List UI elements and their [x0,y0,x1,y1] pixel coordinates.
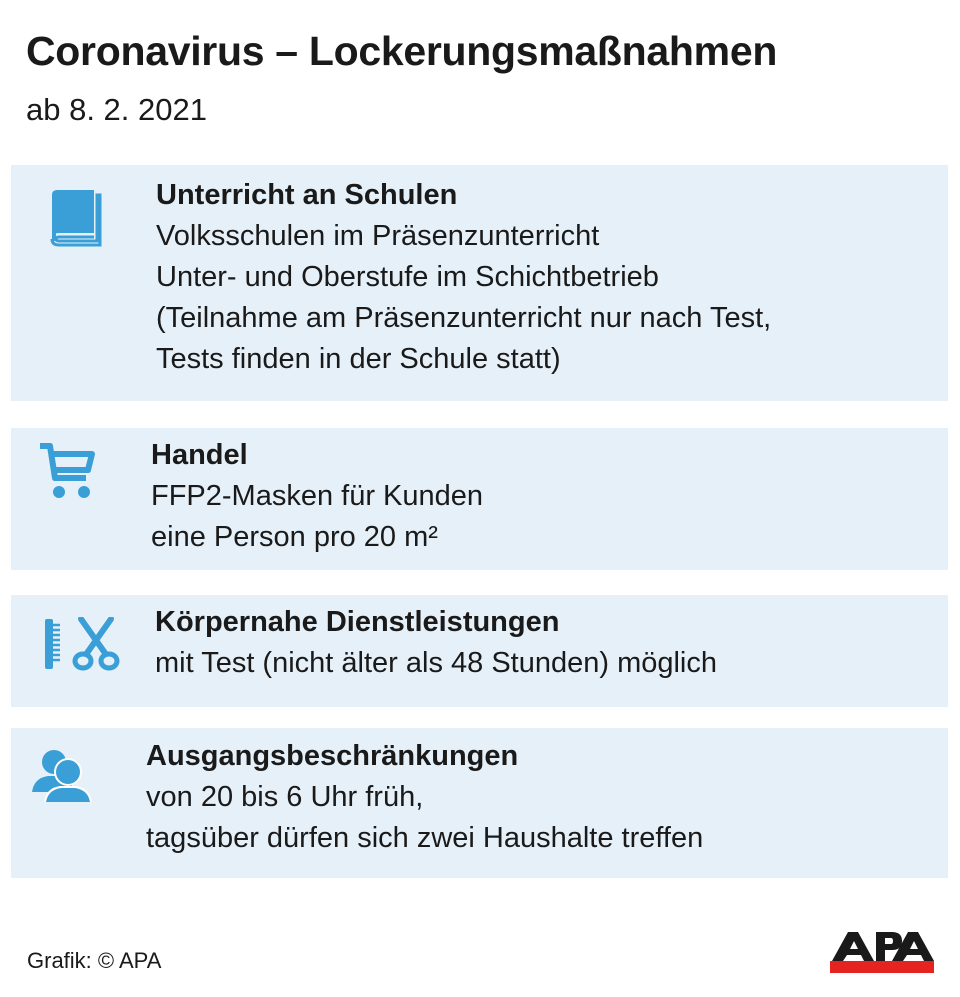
panel-heading: Ausgangsbeschränkungen [146,740,519,772]
panel-text [151,435,483,558]
panel-line: eine Person pro 20 m² [151,521,438,553]
page-title: Coronavirus – Lockerungsmaßnahmen [26,28,778,74]
panel-retail [11,428,948,570]
panel-line: tagsüber dürfen sich zwei Haushalte treffen [146,822,704,854]
panel-line: mit Test (nicht älter als 48 Stunden) möglich [155,647,718,679]
panel-curfew [11,728,948,878]
panel-line: (Teilnahme am Präsenzunterricht nur nach Test, [156,302,772,334]
panel-text [156,175,771,380]
panel-text [146,736,703,859]
comb-scissors-icon [33,617,123,678]
panel-line: Unter- und Oberstufe im Schichtbetrieb [156,261,659,293]
panel-heading: Handel [151,439,248,471]
footer-credit: Grafik: © APA [27,948,162,973]
panel-line: Tests finden in der Schule statt) [156,343,561,375]
panel-line: FFP2-Masken für Kunden [151,480,484,512]
panel-line: Volksschulen im Präsenzunterricht [156,220,600,252]
people-icon [30,746,94,809]
page-subtitle-date: ab 8. 2. 2021 [26,92,207,127]
panel-heading: Unterricht an Schulen [156,179,458,211]
book-icon [50,189,104,252]
apa-logo [830,930,934,975]
panel-text [155,602,717,684]
panel-line: von 20 bis 6 Uhr früh, [146,781,424,813]
panel-personal-services [11,595,948,707]
panel-schools [11,165,948,401]
shopping-cart-icon [36,440,96,505]
panel-heading: Körpernahe Dienstleistungen [155,606,560,638]
